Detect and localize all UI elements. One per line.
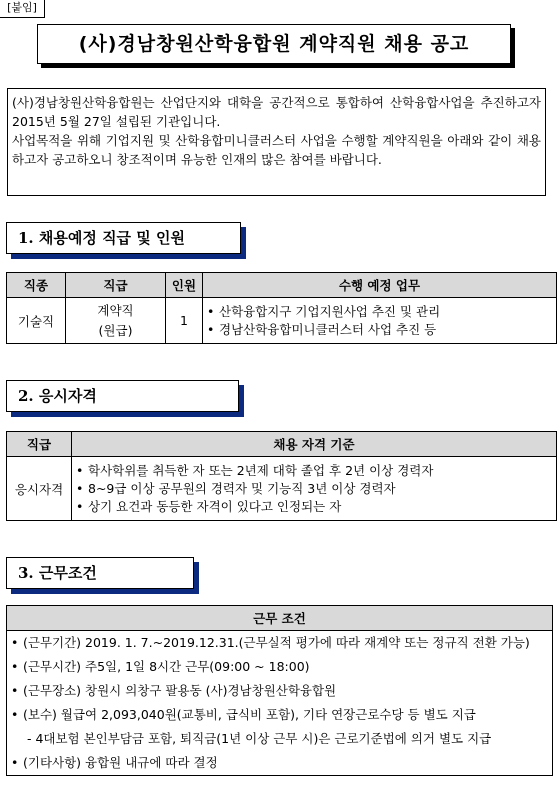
table-header-cell: 채용 자격 기준	[72, 432, 557, 457]
list-item: • 산학융합지구 기업지원사업 추진 및 관리	[207, 303, 556, 321]
list-item: • (근무장소) 창원시 의창구 팔용동 (사)경남창원산학융합원	[11, 679, 552, 703]
section-heading-3: 3. 근무조건	[6, 557, 194, 589]
duties-cell	[203, 298, 557, 344]
list-item: • (보수) 월급여 2,093,040원(교통비, 급식비 포함), 기타 연장근로수당 등 별도 지급	[11, 703, 552, 727]
attachment-tag: [붙임]	[0, 0, 45, 18]
positions-table	[6, 272, 557, 344]
table-header-cell: 직급	[66, 273, 166, 298]
list-item: • 상기 요건과 동등한 자격이 있다고 인정되는 자	[76, 498, 556, 516]
table-row	[7, 631, 553, 776]
table-row	[7, 457, 557, 521]
job-grade-cell	[66, 298, 166, 344]
criteria-cell	[72, 457, 557, 521]
table-row	[7, 298, 557, 344]
intro-paragraph-1: (사)경남창원산학융합원는 산업단지와 대학을 공간적으로 통합하여 산학융합사업을 추진하고자 2015년 5월 27일 설립된 기관입니다.	[12, 95, 541, 129]
grade-line: (원급)	[98, 322, 133, 338]
intro-paragraph-2: 사업목적을 위해 기업지원 및 산학융합미니클러스터 사업을 수행할 계약직원을 아래와 같이 채용하고자 공고하오니 창조적이며 유능한 인재의 많은 참여를 바랍니다.	[12, 133, 541, 167]
table-header-cell: 직종	[7, 273, 66, 298]
list-item: • 경남산학융합미니클러스터 사업 추진 등	[207, 321, 556, 339]
table-header-row	[7, 432, 557, 457]
job-type-cell: 기술직	[7, 298, 66, 344]
table-header-cell: 직급	[7, 432, 72, 457]
section-heading-2: 2. 응시자격	[6, 380, 239, 412]
table-header-cell: 인원	[166, 273, 203, 298]
page-title: (사)경남창원산학융합원 계약직원 채용 공고	[37, 24, 511, 64]
list-item: - 4대보험 본인부담금 포함, 퇴직금(1년 이상 근무 시)은 근로기준법에 의거 별도 지급	[23, 731, 492, 746]
intro-box	[7, 88, 546, 196]
grade-line: 계약직	[97, 302, 134, 318]
table-header-cell: 수행 예정 업무	[203, 273, 557, 298]
conditions-table	[6, 605, 553, 776]
qualification-label-cell: 응시자격	[7, 457, 72, 521]
conditions-cell	[7, 631, 553, 776]
headcount-cell: 1	[166, 298, 203, 344]
list-item: • 8~9급 이상 공무원의 경력자 및 기능직 3년 이상 경력자	[76, 480, 556, 498]
list-item: • (근무기간) 2019. 1. 7.~2019.12.31.(근무실적 평가에 따라 재계약 또는 정규직 전환 가능)	[11, 631, 552, 655]
table-header-row	[7, 273, 557, 298]
list-item: • 학사학위를 취득한 자 또는 2년제 대학 졸업 후 2년 이상 경력자	[76, 462, 556, 480]
qualifications-table	[6, 431, 557, 521]
table-header-row	[7, 606, 553, 631]
section-heading-1: 1. 채용예정 직급 및 인원	[6, 222, 241, 254]
list-item: • (근무시간) 주5일, 1일 8시간 근무(09:00 ~ 18:00)	[11, 655, 552, 679]
list-item: • (기타사항) 융합원 내규에 따라 결정	[11, 751, 552, 775]
table-header-cell: 근무 조건	[7, 606, 553, 631]
